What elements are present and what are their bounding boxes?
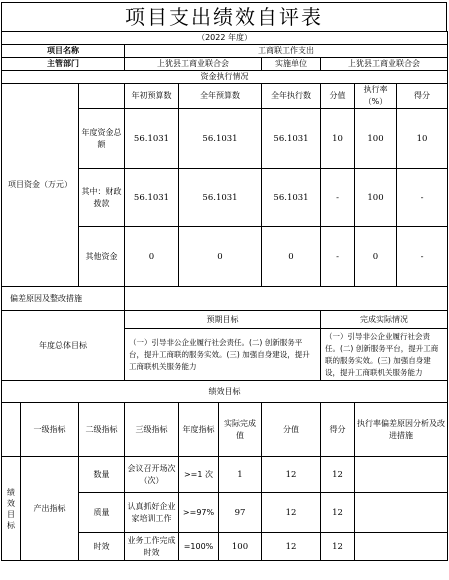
perf-row-timeliness-l3: 业务工作完成时效	[125, 533, 179, 561]
deviation-label: 偏差原因及整改措施	[2, 287, 125, 311]
perf-row-timeliness-score-value: 12	[262, 533, 321, 561]
perf-header-actual: 实际完成值	[219, 403, 262, 457]
funds-fiscal-label: 其中：财政拨款	[79, 169, 125, 227]
funds-header-blank	[79, 84, 125, 109]
evaluation-table	[1, 31, 448, 561]
perf-row-quality-note	[355, 493, 448, 533]
funds-header-score: 得分	[397, 84, 448, 109]
deviation-value	[125, 287, 448, 311]
funds-other-score: -	[397, 227, 448, 287]
funds-header-score-value: 分值	[321, 84, 355, 109]
self-evaluation-form	[1, 2, 447, 580]
form-title: 项目支出绩效自评表	[1, 2, 447, 32]
dept-label: 主管部门	[2, 58, 125, 71]
perf-row-quality-actual: 97	[219, 493, 262, 533]
year-row: （2022 年度）	[2, 32, 448, 45]
perf-header-score: 得分	[321, 403, 355, 457]
funds-total-executed: 56.1031	[262, 109, 321, 169]
perf-row-quality-score: 12	[321, 493, 355, 533]
perf-row-timeliness-actual: 100	[219, 533, 262, 561]
perf-row-timeliness-note	[355, 533, 448, 561]
actual-status-header: 完成实际情况	[321, 311, 448, 329]
perf-row-timeliness-score: 12	[321, 533, 355, 561]
perf-row-timeliness-l2: 时效	[79, 533, 125, 561]
perf-row-quantity-actual: 1	[219, 457, 262, 493]
funds-fiscal-score-value: -	[321, 169, 355, 227]
funds-other-initial: 0	[125, 227, 179, 287]
funds-other-executed: 0	[262, 227, 321, 287]
funds-other-rate: 0	[355, 227, 397, 287]
funds-other-label: 其他资金	[79, 227, 125, 287]
perf-row-quality-target: >=97%	[179, 493, 219, 533]
perf-row-quantity-l3: 会议召开场次（次）	[125, 457, 179, 493]
perf-header-level1: 一级指标	[21, 403, 79, 457]
perf-row-quality-l3: 认真抓好企业家培训工作	[125, 493, 179, 533]
project-name-label: 项目名称	[2, 45, 125, 58]
perf-level0-label: 绩效目标	[2, 457, 21, 561]
expected-goal-text: （一）引导非公企业履行社会责任。(二) 创新服务平台，提升工商联的服务实效。(三) 加强自身建设，提升工商联机关服务能力	[125, 329, 321, 381]
perf-section-header: 绩效目标	[2, 381, 448, 403]
perf-row-quantity-l2: 数量	[79, 457, 125, 493]
funds-header-annual-executed: 全年执行数	[262, 84, 321, 109]
perf-header-level2: 二级指标	[79, 403, 125, 457]
perf-row-quantity-note	[355, 457, 448, 493]
dept-value: 上犹县工商业联合会	[125, 58, 262, 71]
funds-total-initial: 56.1031	[125, 109, 179, 169]
perf-header-annual-target: 年度指标	[179, 403, 219, 457]
actual-status-text: （一）引导非公企业履行社会责任。(二) 创新服务平台，提升工商联的服务实效。(三) 加强自身建设，提升工商联机关服务能力	[321, 329, 448, 381]
funds-fiscal-annual: 56.1031	[179, 169, 262, 227]
perf-level1-output: 产出指标	[21, 457, 79, 561]
funds-total-label: 年度资金总额	[79, 109, 125, 169]
impl-unit-label: 实施单位	[262, 58, 321, 71]
funds-other-score-value: -	[321, 227, 355, 287]
funds-fiscal-initial: 56.1031	[125, 169, 179, 227]
perf-header-score-value: 分值	[262, 403, 321, 457]
funds-row-label: 项目资金（万元）	[2, 84, 79, 287]
funds-header-initial-budget: 年初预算数	[125, 84, 179, 109]
perf-row-quality-score-value: 12	[262, 493, 321, 533]
impl-unit-value: 上犹县工商业联合会	[321, 58, 448, 71]
project-name-value: 工商联工作支出	[125, 45, 448, 58]
perf-row-timeliness-target: =100%	[179, 533, 219, 561]
perf-header-deviation: 执行率偏差原因分析及改进措施	[355, 403, 448, 457]
perf-row-quantity-score: 12	[321, 457, 355, 493]
funds-fiscal-score: -	[397, 169, 448, 227]
funds-total-annual: 56.1031	[179, 109, 262, 169]
funds-header-annual-budget: 全年预算数	[179, 84, 262, 109]
expected-goal-header: 预期目标	[125, 311, 321, 329]
funds-total-score-value: 10	[321, 109, 355, 169]
perf-row-quantity-score-value: 12	[262, 457, 321, 493]
annual-goal-label: 年度总体目标	[2, 311, 125, 381]
perf-row-quality-l2: 质量	[79, 493, 125, 533]
funds-fiscal-rate: 100	[355, 169, 397, 227]
funds-header-execution-rate: 执行率（%）	[355, 84, 397, 109]
funds-fiscal-executed: 56.1031	[262, 169, 321, 227]
funds-total-score: 10	[397, 109, 448, 169]
funds-total-rate: 100	[355, 109, 397, 169]
funds-other-annual: 0	[179, 227, 262, 287]
perf-header-level3: 三级指标	[125, 403, 179, 457]
perf-row-quantity-target: >=1 次	[179, 457, 219, 493]
perf-header-blank	[2, 403, 21, 457]
funds-section-header: 资金执行情况	[2, 71, 448, 84]
